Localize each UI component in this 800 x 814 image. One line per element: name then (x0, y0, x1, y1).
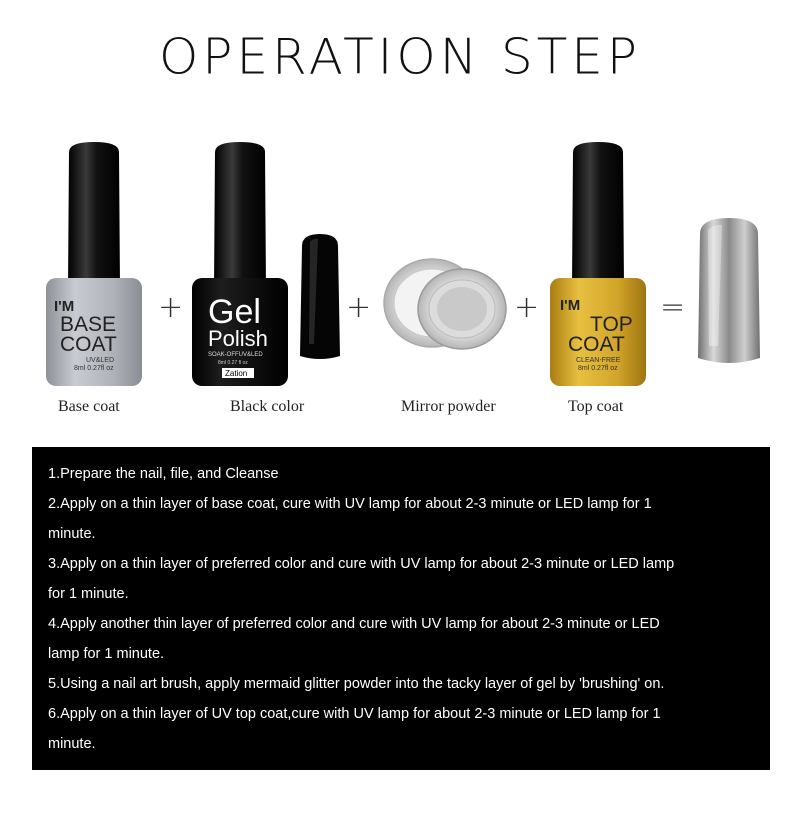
svg-text:Zation: Zation (225, 369, 248, 378)
svg-text:8ml 0.27fl oz: 8ml 0.27fl oz (74, 365, 114, 372)
svg-text:UV&LED: UV&LED (86, 357, 115, 364)
mirror-powder-jar (380, 245, 512, 357)
svg-text:I'M: I'M (560, 297, 581, 314)
instructions-panel (32, 447, 770, 770)
step-line: 6.Apply on a thin layer of UV top coat,cure with UV lamp for about 2-3 minute or LED lamp for 1 (48, 706, 661, 722)
svg-text:CLEAN-FREE: CLEAN-FREE (576, 357, 621, 364)
equals-operator: = (660, 290, 686, 325)
svg-text:SOAK-OFFUV&LED: SOAK-OFFUV&LED (208, 352, 263, 358)
svg-text:COAT: COAT (60, 333, 117, 356)
plus-operator-3: + (514, 290, 540, 325)
svg-text:Gel: Gel (208, 293, 261, 331)
step-line: 4.Apply another thin layer of preferred color and cure with UV lamp for about 2-3 minute or LED (48, 616, 660, 632)
step-line: 3.Apply on a thin layer of preferred color and cure with UV lamp for about 2-3 minute or LED lamp (48, 556, 675, 572)
plus-operator-1: + (158, 290, 184, 325)
step-line: minute. (48, 736, 96, 752)
step-line: 2.Apply on a thin layer of base coat, cure with UV lamp for about 2-3 minute or LED lamp for 1 (48, 496, 652, 512)
step-line: for 1 minute. (48, 586, 129, 602)
svg-text:I'M: I'M (54, 298, 75, 315)
svg-text:BASE: BASE (60, 313, 117, 336)
gel-polish-bottle (190, 138, 290, 388)
step-line: 5.Using a nail art brush, apply mermaid glitter powder into the tacky layer of gel by 'brushing' on. (48, 676, 665, 692)
caption-black-color: Black color (230, 398, 305, 415)
page-title: OPERATION STEP (158, 28, 642, 86)
svg-text:COAT: COAT (568, 333, 625, 356)
caption-top-coat: Top coat (568, 398, 624, 415)
base-coat-bottle (44, 138, 144, 388)
product-row (0, 120, 800, 420)
chrome-nail-result (694, 216, 764, 368)
top-coat-bottle (548, 138, 648, 388)
step-line: lamp for 1 minute. (48, 646, 165, 662)
svg-text:Polish: Polish (208, 326, 268, 351)
svg-text:8ml 0.27 fl oz: 8ml 0.27 fl oz (218, 360, 248, 366)
caption-mirror-powder: Mirror powder (401, 398, 496, 415)
svg-text:TOP: TOP (590, 313, 633, 336)
step-line: minute. (48, 526, 96, 542)
step-line: 1.Prepare the nail, file, and Cleanse (48, 466, 279, 482)
black-nail-swatch (296, 232, 344, 362)
plus-operator-2: + (346, 290, 372, 325)
svg-text:8ml 0.27fl oz: 8ml 0.27fl oz (578, 365, 618, 372)
caption-base-coat: Base coat (58, 398, 120, 415)
